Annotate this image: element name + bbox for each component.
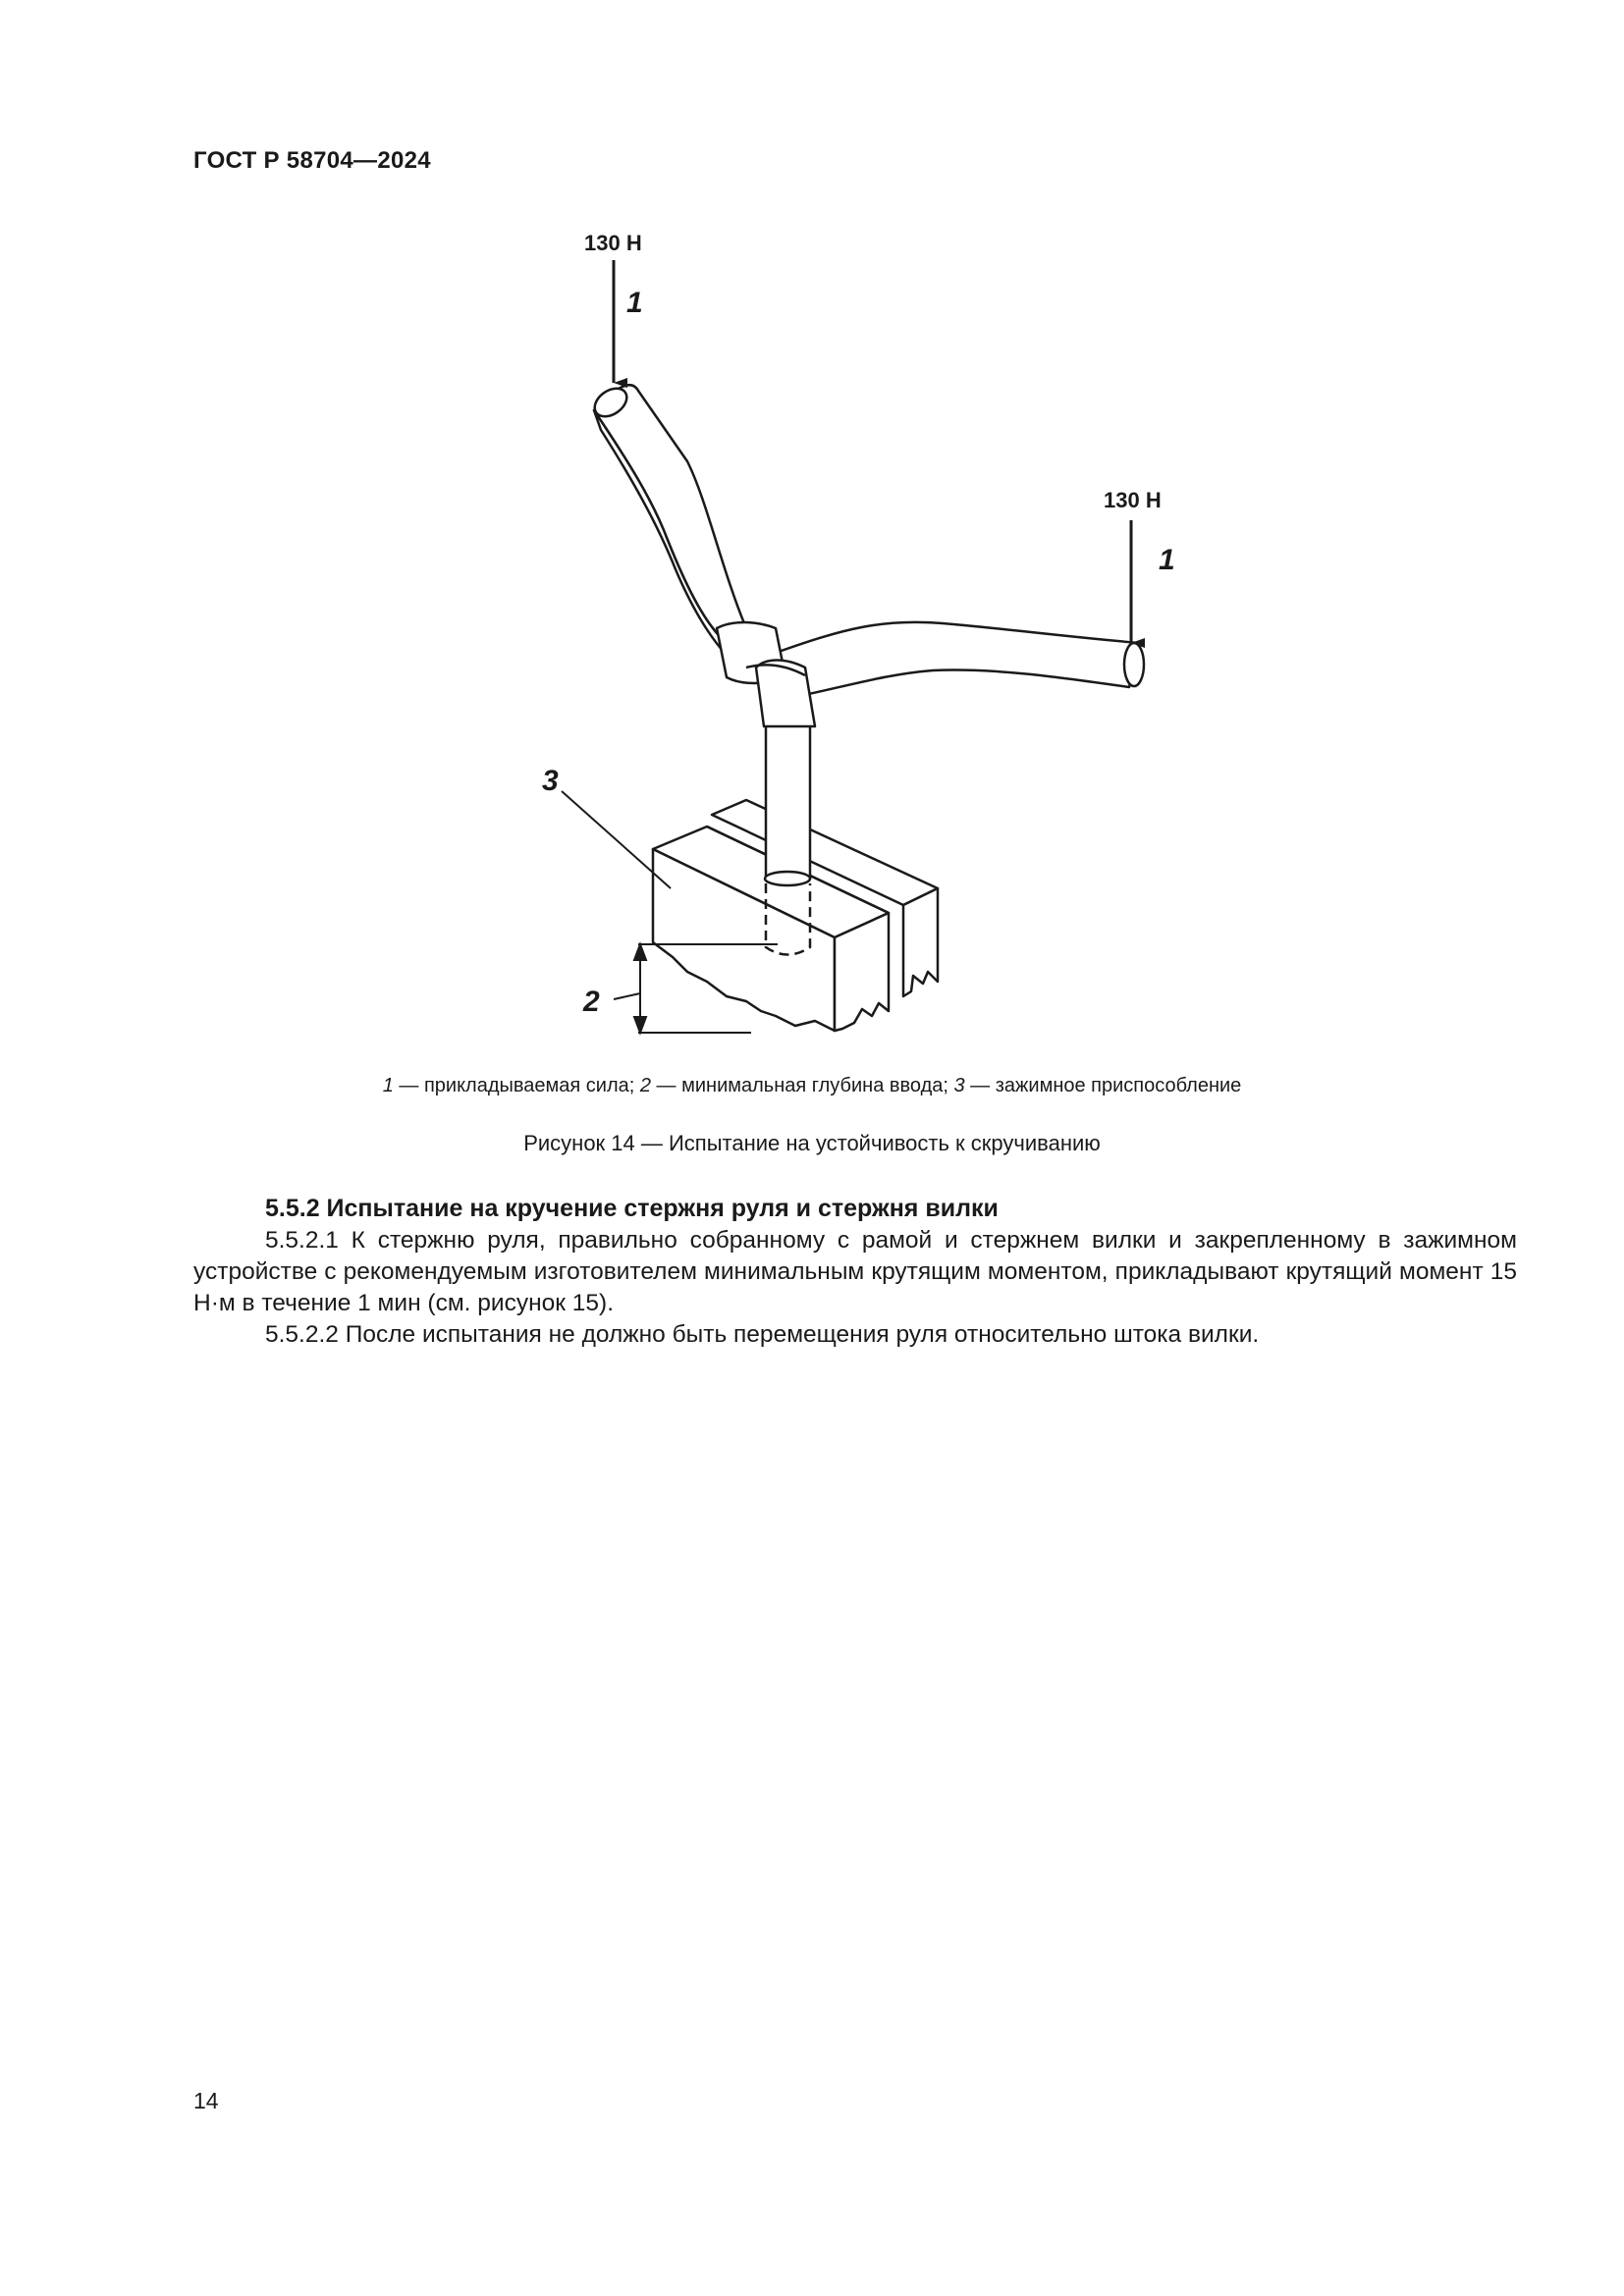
callout-3: 3 xyxy=(542,765,559,797)
legend-num-2: 2 xyxy=(639,1075,651,1096)
clamp-leader-line xyxy=(562,791,671,888)
legend-text-1: — прикладываемая сила; xyxy=(393,1075,640,1096)
section-heading: 5.5.2 Испытание на кручение стержня руля и стержня вилки xyxy=(265,1195,999,1222)
page-number: 14 xyxy=(193,2088,219,2113)
section-body xyxy=(193,1225,1517,1351)
figure-caption: Рисунок 14 — Испытание на устойчивость к скручиванию xyxy=(523,1131,1101,1155)
legend-text-3: — зажимное приспособление xyxy=(964,1075,1242,1096)
callout-1-right: 1 xyxy=(1159,544,1175,576)
figure-legend xyxy=(0,1075,1624,1097)
handlebar xyxy=(589,383,1144,726)
legend-text-2: — минимальная глубина ввода; xyxy=(651,1075,954,1096)
callout-2: 2 xyxy=(583,986,600,1018)
document-header: ГОСТ Р 58704—2024 xyxy=(193,147,431,174)
force-label-right: 130 Н xyxy=(1104,488,1162,512)
force-label-left: 130 Н xyxy=(584,231,642,255)
paragraph-5-5-2-1: 5.5.2.1 К стержню руля, правильно собранному с рамой и стержнем вилки и закрепленному в зажимном устройстве с рекомендуемым изготовителем минимальным крутящим моментом, прикладывают крутящий момент 15 Н·м в течение 1 мин (см. рисунок 15). xyxy=(193,1227,1517,1316)
legend-num-1: 1 xyxy=(382,1075,394,1096)
paragraph-5-5-2-2: 5.5.2.2 После испытания не должно быть перемещения руля относительно штока вилки. xyxy=(265,1321,1260,1348)
legend-num-3: 3 xyxy=(953,1075,965,1096)
figure-14-drawing xyxy=(0,0,1624,1060)
callout-1-left: 1 xyxy=(626,287,643,319)
